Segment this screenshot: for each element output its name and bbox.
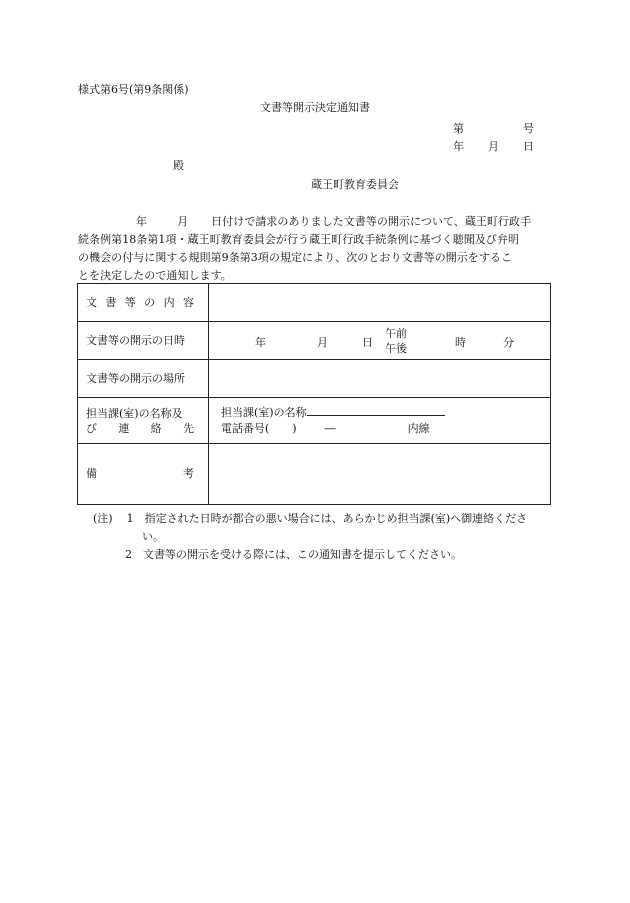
table-row	[78, 398, 551, 444]
document-title: 文書等開示決定通知書	[260, 101, 370, 114]
body-line-2: 続条例第18条第1項・蔵王町教育委員会が行う蔵王町行政手続条例に基づく聴聞及び弁明	[78, 233, 520, 246]
note-1-continued: い。	[142, 530, 164, 543]
table-row	[78, 322, 551, 360]
form-id: 様式第6号(第9条関係)	[78, 83, 189, 96]
label-char: 内	[163, 295, 175, 309]
dt-year: 年	[255, 336, 266, 349]
date-day: 日	[523, 140, 534, 153]
content-value-cell[interactable]	[209, 284, 551, 322]
body-month: 月	[177, 215, 189, 228]
dt-month: 月	[317, 336, 328, 349]
row-label-content	[78, 284, 209, 322]
label-char: 文	[86, 295, 97, 309]
doc-number-suffix: 号	[523, 122, 534, 135]
label-char: 等	[124, 295, 136, 309]
phone-line	[221, 421, 550, 437]
dt-minute: 分	[503, 336, 514, 349]
dt-day: 日	[362, 336, 373, 349]
label-char: 書	[105, 295, 117, 309]
body-line-3: の機会の付与に関する規則第9条第3項の規定により、次のとおり文書等の開示をするこ	[78, 251, 512, 264]
row-label-place: 文書等の開示の場所	[78, 360, 209, 398]
body-line-4: とを決定したので通知します。	[78, 269, 232, 282]
body-line-1	[78, 213, 553, 231]
place-value-cell[interactable]	[209, 360, 551, 398]
remarks-value-cell[interactable]	[209, 444, 551, 505]
row-label-contact	[78, 398, 209, 444]
label-char: 容	[182, 295, 194, 309]
am-pm-choice	[385, 326, 407, 356]
label-char: 連	[118, 421, 130, 435]
datetime-value-cell[interactable]	[209, 322, 551, 360]
contact-name-line	[221, 404, 550, 421]
note-1-number: 1	[126, 512, 134, 525]
am-label: 午前	[385, 327, 407, 340]
label-char: の	[144, 295, 156, 309]
date-year: 年	[453, 140, 464, 153]
row-label-remarks	[78, 444, 209, 505]
contact-name-label: 担当課(室)の名称	[221, 406, 307, 419]
doc-number-label: 第	[453, 122, 464, 135]
body-paragraph	[78, 213, 553, 285]
table-row	[78, 444, 551, 505]
label-char: び	[86, 421, 97, 435]
body-year: 年	[136, 215, 148, 228]
phone-dash: ―	[324, 422, 336, 435]
note-2-text: 文書等の開示を受ける際には、この通知書を提示してください。	[143, 548, 462, 561]
pm-label: 午後	[385, 342, 407, 355]
date-month: 月	[488, 140, 499, 153]
body-line-1-text: 日付けで請求のありました文書等の開示について、蔵王町行政手	[211, 215, 532, 228]
note-1	[93, 512, 527, 525]
label-char: 備	[86, 467, 97, 481]
addressee-suffix: 殿	[173, 159, 184, 172]
note-2-number: 2	[125, 548, 132, 561]
row-label-contact-line1: 担当課(室)の名称及	[86, 406, 183, 420]
phone-close: )	[292, 422, 297, 435]
contact-name-underline[interactable]	[307, 404, 445, 416]
issuer-name: 蔵王町教育委員会	[311, 178, 399, 191]
contact-value-cell[interactable]	[209, 398, 551, 444]
table-row	[78, 284, 551, 322]
notes-prefix: (注)	[93, 512, 113, 525]
disclosure-table	[77, 283, 551, 505]
label-char: 先	[182, 421, 194, 435]
label-char: 絡	[150, 421, 162, 435]
table-row	[78, 360, 551, 398]
row-label-datetime: 文書等の開示の日時	[78, 322, 209, 360]
phone-label: 電話番号(	[221, 422, 270, 435]
note-2	[125, 548, 462, 561]
label-char: 考	[183, 467, 194, 481]
dt-hour: 時	[455, 336, 466, 349]
extension-label: 内線	[407, 422, 430, 435]
note-1-text: 指定された日時が都合の悪い場合には、あらかじめ担当課(室)へ御連絡くださ	[144, 512, 528, 525]
